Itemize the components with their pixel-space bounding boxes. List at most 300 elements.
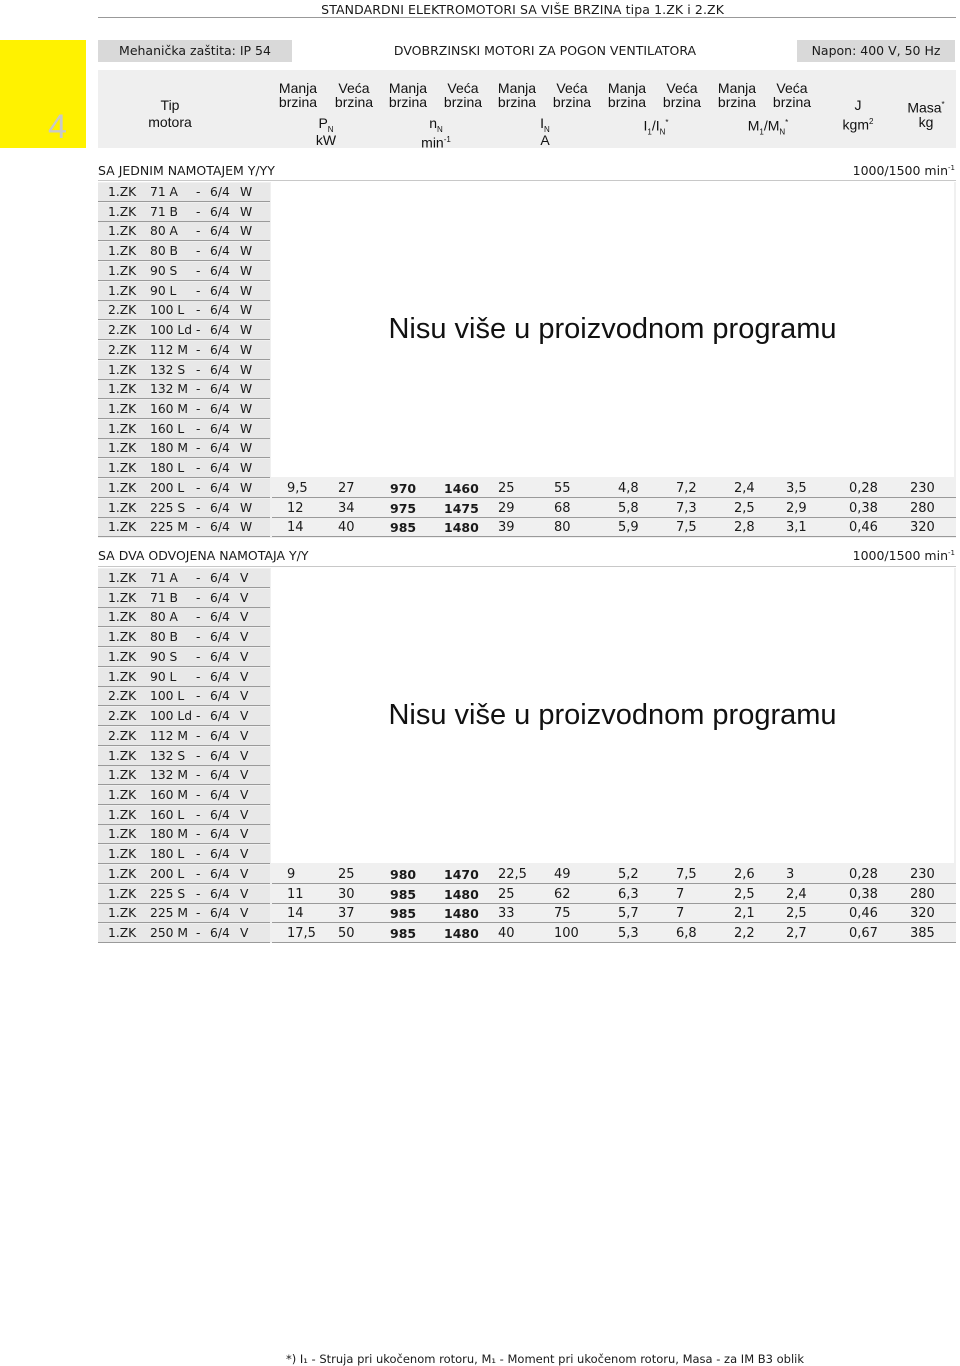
table-row — [98, 400, 956, 420]
motor-poles: 6/4 — [210, 807, 230, 822]
motor-winding: W — [240, 500, 253, 515]
table-row — [98, 628, 956, 648]
motor-series: 1.ZK — [108, 520, 137, 535]
motor-type — [98, 282, 270, 301]
table-subtitle: DVOBRZINSKI MOTORI ZA POGON VENTILATORA — [393, 43, 697, 58]
table-row — [98, 747, 956, 767]
col-nn-veca: Veća brzina — [443, 80, 483, 110]
motor-dash: - — [196, 748, 201, 763]
cell-value: 80 — [554, 520, 571, 536]
motor-winding: W — [240, 244, 253, 259]
table-row — [98, 242, 956, 262]
motor-series: 1.ZK — [108, 630, 137, 645]
motor-winding: W — [240, 263, 253, 278]
cell-value: 2,5 — [734, 886, 755, 902]
motor-dash: - — [196, 768, 201, 783]
chapter-number: 4 — [48, 108, 67, 146]
motor-frame: 100 Ld — [150, 323, 193, 337]
motor-dash: - — [196, 649, 201, 664]
cell-value: 75 — [554, 906, 571, 922]
unit-min: $\min^{-1}$ — [421, 134, 451, 151]
motor-frame: 225 M — [150, 520, 188, 535]
cell-value: 7,5 — [676, 520, 697, 536]
table-row — [98, 806, 956, 826]
motor-poles: 6/4 — [210, 787, 230, 802]
section2-speed: 1000/1500 $\min^{-1}$ — [852, 548, 955, 563]
motor-type — [98, 845, 270, 864]
motor-type — [98, 766, 270, 785]
section1-speed: 1000/1500 $\min^{-1}$ — [852, 163, 955, 178]
motor-frame: 100 Ld — [150, 709, 193, 723]
motor-type — [98, 885, 270, 904]
cell-value: 2,4 — [734, 480, 755, 496]
table-row — [98, 479, 956, 499]
cell-value: 40 — [498, 926, 515, 941]
motor-series: 1.ZK — [108, 263, 137, 278]
cell-value: 1480 — [444, 886, 479, 902]
motor-winding: V — [240, 787, 249, 802]
table-row — [98, 499, 956, 519]
cell-value: 5,8 — [618, 500, 639, 516]
cell-value: 7 — [676, 886, 685, 902]
motor-poles: 6/4 — [210, 382, 230, 397]
motor-frame: 225 S — [150, 500, 186, 515]
motor-dash: - — [196, 382, 201, 397]
motor-frame: 225 M — [150, 906, 188, 921]
table-row — [98, 380, 956, 400]
cell-value: 970 — [390, 480, 417, 496]
motor-winding: W — [240, 342, 253, 357]
motor-series: 1.ZK — [108, 590, 137, 605]
protection-label: Mehanička zaštita: IP 54 — [98, 40, 292, 62]
motor-series: 1.ZK — [108, 669, 137, 684]
cell-value: 25 — [338, 866, 355, 882]
cell-value: 33 — [498, 906, 515, 922]
table-row — [98, 648, 956, 668]
motor-series: 1.ZK — [108, 244, 137, 259]
table-row — [98, 222, 956, 242]
motor-series: 1.ZK — [108, 401, 137, 416]
motor-frame: 132 S — [150, 748, 186, 763]
motor-type — [98, 747, 270, 766]
table-row — [98, 668, 956, 688]
table-row — [98, 924, 956, 944]
motor-poles: 6/4 — [210, 886, 230, 901]
cell-value: 5,2 — [618, 866, 639, 882]
table-row — [98, 885, 956, 905]
symbol-nn: $n_N$ — [429, 115, 443, 134]
motor-series: 1.ZK — [108, 382, 137, 397]
motor-type — [98, 341, 270, 360]
motor-type — [98, 459, 270, 478]
table-row — [98, 459, 956, 479]
motor-winding: V — [240, 926, 249, 940]
motor-winding: V — [240, 886, 249, 901]
cell-value: 62 — [554, 886, 571, 902]
table-row — [98, 439, 956, 459]
cell-value: 5,9 — [618, 520, 639, 536]
section2-rule — [98, 566, 956, 567]
motor-dash: - — [196, 847, 201, 862]
motor-series: 1.ZK — [108, 748, 137, 763]
motor-winding: W — [240, 303, 253, 318]
motor-frame: 160 L — [150, 421, 185, 436]
cell-value: 100 — [554, 926, 579, 941]
motor-type — [98, 628, 270, 647]
motor-frame: 80 B — [150, 244, 178, 259]
motor-dash: - — [196, 926, 201, 940]
section1-rule — [98, 180, 956, 181]
motor-winding: V — [240, 807, 249, 822]
motor-type — [98, 786, 270, 805]
motor-winding: W — [240, 283, 253, 298]
table-row — [98, 687, 956, 707]
cell-value: 320 — [910, 520, 935, 536]
motor-frame: 200 L — [150, 866, 185, 881]
cell-value: 0,46 — [849, 906, 878, 922]
motor-winding: V — [240, 748, 249, 763]
cell-value: 29 — [498, 500, 515, 516]
motor-type — [98, 608, 270, 627]
motor-dash: - — [196, 866, 201, 881]
col-in-veca: Veća brzina — [552, 80, 592, 110]
motor-winding: W — [240, 401, 253, 416]
cell-value: 0,38 — [849, 500, 878, 516]
motor-winding: W — [240, 461, 253, 476]
motor-dash: - — [196, 520, 201, 535]
cell-value: 30 — [338, 886, 355, 902]
cell-value: 2,4 — [786, 886, 807, 902]
motor-type — [98, 499, 270, 518]
motor-type — [98, 924, 270, 943]
motor-series: 2.ZK — [108, 323, 137, 337]
cell-value: 3,5 — [786, 480, 807, 496]
motor-type — [98, 904, 270, 923]
cell-value: 230 — [910, 866, 935, 882]
motor-series: 1.ZK — [108, 571, 137, 585]
motor-type — [98, 361, 270, 380]
cell-value: 5,7 — [618, 906, 639, 922]
motor-winding: V — [240, 590, 249, 605]
motor-type — [98, 806, 270, 825]
motor-poles: 6/4 — [210, 827, 230, 842]
motor-dash: - — [196, 886, 201, 901]
motor-dash: - — [196, 283, 201, 298]
table-row — [98, 203, 956, 223]
cell-value: 9 — [287, 866, 296, 882]
motor-type — [98, 321, 270, 340]
motor-series: 1.ZK — [108, 610, 137, 625]
motor-frame: 160 L — [150, 807, 185, 822]
motor-poles: 6/4 — [210, 630, 230, 645]
motor-series: 1.ZK — [108, 827, 137, 842]
motor-frame: 250 M — [150, 926, 188, 940]
motor-frame: 80 A — [150, 610, 178, 625]
motor-poles: 6/4 — [210, 283, 230, 298]
motor-type — [98, 707, 270, 726]
motor-dash: - — [196, 303, 201, 318]
cell-value: 320 — [910, 906, 935, 922]
motor-dash: - — [196, 244, 201, 259]
table-row — [98, 420, 956, 440]
symbol-pn: $P_N$ — [318, 115, 334, 134]
cell-value: 22,5 — [498, 866, 527, 882]
table-row — [98, 825, 956, 845]
motor-winding: V — [240, 827, 249, 842]
motor-winding: V — [240, 689, 249, 704]
motor-series: 1.ZK — [108, 421, 137, 436]
col-pn-veca: Veća brzina — [334, 80, 374, 110]
cell-value: 34 — [338, 500, 355, 516]
cell-value: 37 — [338, 906, 355, 922]
col-masa: Masa* — [907, 99, 945, 116]
motor-winding: V — [240, 630, 249, 645]
cell-value: 2,1 — [734, 906, 755, 922]
motor-dash: - — [196, 500, 201, 515]
motor-winding: W — [240, 323, 253, 337]
motor-frame: 225 S — [150, 886, 186, 901]
motor-series: 1.ZK — [108, 886, 137, 901]
motor-poles: 6/4 — [210, 500, 230, 515]
table-row — [98, 518, 956, 538]
motor-dash: - — [196, 224, 201, 239]
motor-series: 1.ZK — [108, 461, 137, 476]
col-m1mn-veca: Veća brzina — [772, 80, 812, 110]
row-values — [272, 885, 956, 904]
motor-winding: V — [240, 669, 249, 684]
motor-poles: 6/4 — [210, 571, 230, 585]
cell-value: 0,46 — [849, 520, 878, 536]
motor-poles: 6/4 — [210, 263, 230, 278]
col-pn-manja: Manja brzina — [278, 80, 318, 110]
motor-winding: V — [240, 571, 249, 585]
motor-poles: 6/4 — [210, 669, 230, 684]
motor-series: 1.ZK — [108, 224, 137, 239]
motor-series: 1.ZK — [108, 500, 137, 515]
motor-series: 1.ZK — [108, 441, 137, 456]
motor-frame: 90 L — [150, 283, 177, 298]
motor-dash: - — [196, 709, 201, 723]
table-row — [98, 904, 956, 924]
cell-value: 49 — [554, 866, 571, 882]
section2-title: SA DVA ODVOJENA NAMOTAJA Y/Y — [98, 548, 309, 563]
motor-frame: 71 A — [150, 185, 178, 199]
section2-notice: Nisu više u proizvodnom programu — [388, 699, 837, 731]
chapter-tab — [0, 40, 86, 148]
cell-value: 4,8 — [618, 480, 639, 496]
motor-frame: 80 B — [150, 630, 178, 645]
motor-poles: 6/4 — [210, 401, 230, 416]
motor-frame: 160 M — [150, 401, 188, 416]
motor-poles: 6/4 — [210, 610, 230, 625]
motor-dash: - — [196, 421, 201, 436]
motor-poles: 6/4 — [210, 323, 230, 337]
cell-value: 2,6 — [734, 866, 755, 882]
motor-winding: W — [240, 520, 253, 535]
motor-dash: - — [196, 689, 201, 704]
motor-poles: 6/4 — [210, 709, 230, 723]
row-values — [272, 479, 956, 498]
motor-frame: 112 M — [150, 342, 188, 357]
motor-winding: W — [240, 480, 253, 495]
motor-series: 1.ZK — [108, 362, 137, 377]
table-row — [98, 569, 956, 589]
motor-series: 1.ZK — [108, 847, 137, 862]
motor-dash: - — [196, 571, 201, 585]
table-row — [98, 341, 956, 361]
motor-series: 2.ZK — [108, 709, 137, 723]
cell-value: 0,28 — [849, 866, 878, 882]
cell-value: 50 — [338, 926, 355, 941]
top-rule — [98, 17, 956, 18]
motor-series: 1.ZK — [108, 906, 137, 921]
motor-dash: - — [196, 610, 201, 625]
unit-a: A — [540, 132, 550, 148]
cell-value: 6,8 — [676, 926, 697, 941]
motor-type — [98, 222, 270, 241]
motor-type — [98, 380, 270, 399]
motor-poles: 6/4 — [210, 748, 230, 763]
cell-value: 1480 — [444, 906, 479, 922]
motor-type — [98, 400, 270, 419]
cell-value: 7 — [676, 906, 685, 922]
motor-poles: 6/4 — [210, 926, 230, 940]
motor-type — [98, 203, 270, 222]
symbol-m1mn: $M_1/M_N^*$ — [747, 117, 789, 137]
table-row — [98, 262, 956, 282]
motor-poles: 6/4 — [210, 480, 230, 495]
motor-winding: W — [240, 185, 253, 199]
motor-series: 1.ZK — [108, 649, 137, 664]
cell-value: 280 — [910, 500, 935, 516]
motor-winding: V — [240, 866, 249, 881]
motor-frame: 132 M — [150, 382, 188, 397]
motor-frame: 132 S — [150, 362, 186, 377]
motor-type — [98, 865, 270, 884]
motor-winding: W — [240, 224, 253, 239]
col-j: J — [854, 97, 862, 113]
motor-winding: V — [240, 649, 249, 664]
table-row — [98, 727, 956, 747]
motor-series: 1.ZK — [108, 807, 137, 822]
cell-value: 40 — [338, 520, 355, 536]
col-in-manja: Manja brzina — [497, 80, 537, 110]
motor-frame: 112 M — [150, 728, 188, 743]
motor-poles: 6/4 — [210, 728, 230, 743]
motor-poles: 6/4 — [210, 847, 230, 862]
cell-value: 14 — [287, 520, 304, 536]
table-row — [98, 865, 956, 885]
motor-dash: - — [196, 204, 201, 219]
cell-value: 17,5 — [287, 926, 316, 941]
table-row — [98, 301, 956, 321]
cell-value: 6,3 — [618, 886, 639, 902]
motor-poles: 6/4 — [210, 421, 230, 436]
motor-poles: 6/4 — [210, 362, 230, 377]
motor-series: 1.ZK — [108, 283, 137, 298]
motor-type — [98, 518, 270, 537]
symbol-in: $I_N$ — [540, 115, 550, 134]
col-i1in-veca: Veća brzina — [662, 80, 702, 110]
motor-dash: - — [196, 787, 201, 802]
cell-value: 2,8 — [734, 520, 755, 536]
motor-type — [98, 648, 270, 667]
motor-dash: - — [196, 906, 201, 921]
cell-value: 975 — [390, 500, 417, 516]
motor-frame: 90 S — [150, 649, 178, 664]
motor-winding: W — [240, 204, 253, 219]
motor-poles: 6/4 — [210, 649, 230, 664]
motor-winding: V — [240, 906, 249, 921]
motor-type — [98, 439, 270, 458]
voltage-label: Napon: 400 V, 50 Hz — [797, 40, 955, 62]
cell-value: 985 — [390, 906, 417, 922]
motor-type — [98, 589, 270, 608]
unit-kgm2: kgm$^2$ — [842, 116, 874, 133]
table-row — [98, 845, 956, 865]
motor-dash: - — [196, 590, 201, 605]
section1-notice: Nisu više u proizvodnom programu — [388, 313, 837, 345]
motor-dash: - — [196, 342, 201, 357]
motor-dash: - — [196, 807, 201, 822]
table-row — [98, 589, 956, 609]
motor-winding: V — [240, 768, 249, 783]
motor-poles: 6/4 — [210, 906, 230, 921]
cell-value: 0,38 — [849, 886, 878, 902]
cell-value: 2,2 — [734, 926, 755, 941]
row-values — [272, 865, 956, 884]
col-i1in-manja: Manja brzina — [607, 80, 647, 110]
motor-series: 1.ZK — [108, 204, 137, 219]
motor-dash: - — [196, 827, 201, 842]
cell-value: 980 — [390, 866, 417, 882]
table-row — [98, 282, 956, 302]
motor-dash: - — [196, 461, 201, 476]
motor-series: 1.ZK — [108, 926, 137, 940]
col-m1mn-manja: Manja brzina — [717, 80, 757, 110]
cell-value: 11 — [287, 886, 304, 902]
row-values — [272, 499, 956, 518]
row-values — [272, 904, 956, 923]
motor-dash: - — [196, 401, 201, 416]
unit-kg: kg — [918, 114, 934, 130]
table-row — [98, 608, 956, 628]
motor-frame: 71 B — [150, 590, 178, 605]
cell-value: 985 — [390, 520, 417, 536]
motor-type — [98, 569, 270, 588]
motor-dash: - — [196, 441, 201, 456]
cell-value: 25 — [498, 480, 515, 496]
cell-value: 14 — [287, 906, 304, 922]
cell-value: 0,28 — [849, 480, 878, 496]
motor-winding: V — [240, 847, 249, 862]
motor-type — [98, 687, 270, 706]
motor-type — [98, 420, 270, 439]
column-header — [98, 70, 956, 151]
motor-type — [98, 727, 270, 746]
motor-dash: - — [196, 185, 201, 199]
row-values — [272, 924, 956, 943]
motor-frame: 100 L — [150, 689, 185, 704]
motor-poles: 6/4 — [210, 342, 230, 357]
cell-value: 39 — [498, 520, 515, 536]
motor-type — [98, 668, 270, 687]
table-row — [98, 707, 956, 727]
cell-value: 2,9 — [786, 500, 807, 516]
footnote: *) I₁ - Struja pri ukočenom rotoru, M₁ - Moment pri ukočenom rotoru, Masa - za IM B3 oblik — [286, 1352, 805, 1366]
cell-value: 3,1 — [786, 520, 807, 536]
table-row — [98, 321, 956, 341]
